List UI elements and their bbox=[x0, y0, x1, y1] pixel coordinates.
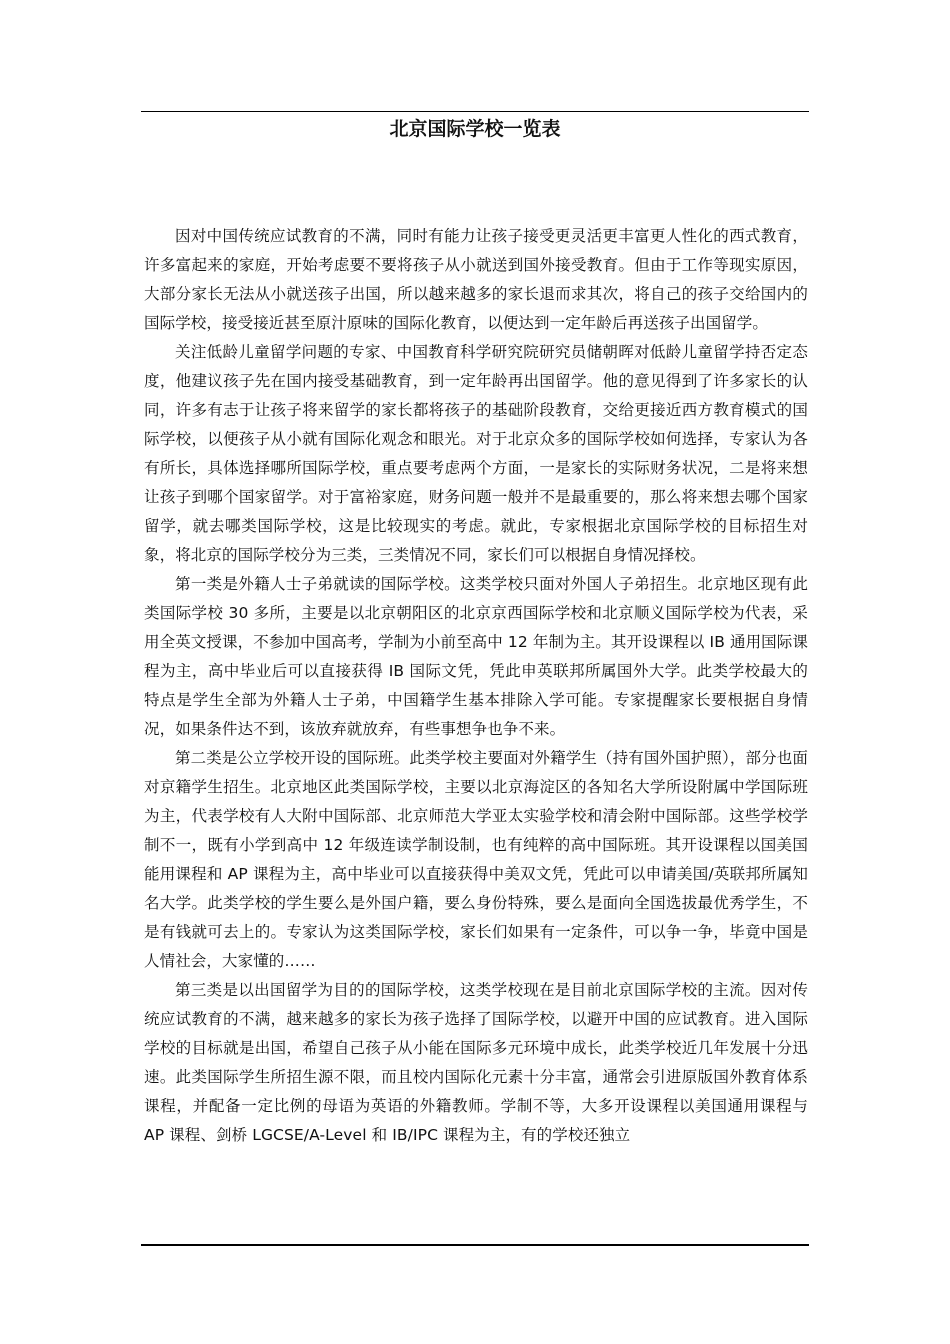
document-body bbox=[144, 222, 808, 1150]
paragraph-category-three: 第三类是以出国留学为目的的国际学校，这类学校现在是目前北京国际学校的主流。因对传统应试教育的不满，越来越多的家长为孩子选择了国际学校，以避开中国的应试教育。进入国际学校的目标就是出国，希望自己孩子从小能在国际多元环境中成长，此类学校近几年发展十分迅速。此类国际学生所招生源不限，而且校内国际化元素十分丰富，通常会引进原版国外教育体系课程，并配备一定比例的母语为英语的外籍教师。学制不等，大多开设课程以美国通用课程与 AP 课程、剑桥 LGCSE/A-Level 和 IB/IPC 课程为主，有的学校还独立 bbox=[144, 981, 808, 1144]
bottom-rule bbox=[141, 1244, 809, 1246]
paragraph-category-two: 第二类是公立学校开设的国际班。此类学校主要面对外籍学生（持有国外国护照），部分也面对京籍学生招生。北京地区此类国际学校，主要以北京海淀区的各知名大学所设附属中学国际班为主，代表学校有人大附中国际部、北京师范大学亚太实验学校和清会附中国际部。这些学校学制不一，既有小学到高中 12 年级连读学制设制，也有纯粹的高中国际班。其开设课程以国美国能用课程和 AP 课程为主，高中毕业可以直接获得中美双文凭，凭此可以申请美国/英联邦所属知名大学。此类学校的学生要么是外国户籍，要么身份特殊，要么是面向全国选拔最优秀学生，不是有钱就可去上的。专家认为这类国际学校，家长们如果有一定条件，可以争一争，毕竟中国是人情社会，大家懂的…… bbox=[144, 749, 808, 970]
paragraph-category-one: 第一类是外籍人士子弟就读的国际学校。这类学校只面对外国人子弟招生。北京地区现有此类国际学校 30 多所，主要是以北京朝阳区的北京京西国际学校和北京顺义国际学校为代表，采用全英文授课，不参加中国高考，学制为小前至高中 12 年制为主。其开设课程以 IB 通用国际课程为主，高中毕业后可以直接获得 IB 国际文凭，凭此申英联邦所属国外大学。此类学校最大的特点是学生全部为外籍人士子弟，中国籍学生基本排除入学可能。专家提醒家长要根据自身情况，如果条件达不到，该放弃就放弃，有些事想争也争不来。 bbox=[144, 575, 808, 738]
paragraph-intro: 因对中国传统应试教育的不满，同时有能力让孩子接受更灵活更丰富更人性化的西式教育，许多富起来的家庭，开始考虑要不要将孩子从小就送到国外接受教育。但由于工作等现实原因，大部分家长无法从小就送孩子出国，所以越来越多的家长退而求其次，将自己的孩子交给国内的国际学校，接受接近甚至原汁原味的国际化教育，以便达到一定年龄后再送孩子出国留学。 bbox=[144, 227, 808, 332]
document-title: 北京国际学校一览表 bbox=[389, 118, 561, 140]
paragraph-expert-view: 关注低龄儿童留学问题的专家、中国教育科学研究院研究员储朝晖对低龄儿童留学持否定态度，他建议孩子先在国内接受基础教育，到一定年龄再出国留学。他的意见得到了许多家长的认同，许多有志于让孩子将来留学的家长都将孩子的基础阶段教育，交给更接近西方教育模式的国际学校，以便孩子从小就有国际化观念和眼光。对于北京众多的国际学校如何选择，专家认为各有所长，具体选择哪所国际学校，重点要考虑两个方面，一是家长的实际财务状况，二是将来想让孩子到哪个国家留学。对于富裕家庭，财务问题一般并不是最重要的，那么将来想去哪个国家留学，就去哪类国际学校，这是比较现实的考虑。就此，专家根据北京国际学校的目标招生对象，将北京的国际学校分为三类，三类情况不同，家长们可以根据自身情况择校。 bbox=[144, 343, 808, 564]
top-rule bbox=[141, 111, 809, 112]
